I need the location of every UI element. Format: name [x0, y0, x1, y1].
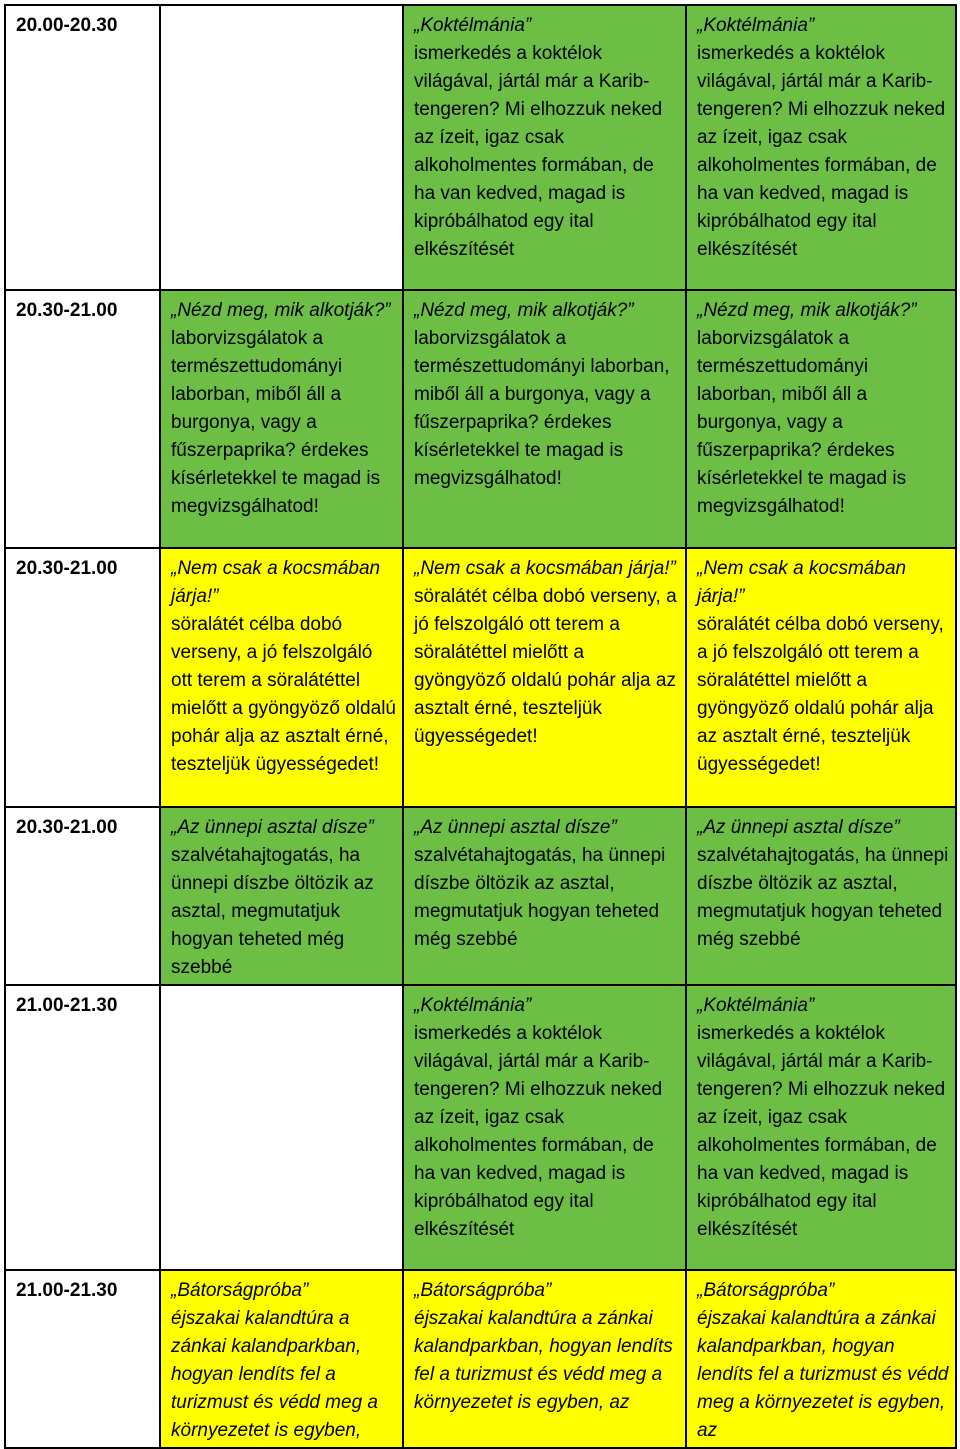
program-description: laborvizsgálatok a természettudományi laborban, miből áll a burgonya, vagy a fűszerpaprika? érdekes kísérletekkel te magad is megvizsgálhatod! — [171, 328, 381, 517]
program-title: „Koktélmánia” — [414, 995, 532, 1016]
program-description: ismerkedés a koktélok világával, jártál már a Karib-tengeren? Mi elhozzuk neked az ízeit, igaz csak alkoholmentes formában, de ha van kedved, magad is kipróbálhatod egy ital elkészítését — [697, 43, 946, 260]
program-description: éjszakai kalandtúra a zánkai kalandparkban, hogyan lendíts fel a turizmust és védd meg a környezetet is egyben, az — [697, 1308, 949, 1441]
program-title: „Bátorságpróba” — [414, 1280, 552, 1301]
program-description: söralátét célba dobó verseny, a jó felszolgáló ott terem a söralátéttel mielőtt a gyöngyöző oldalú pohár alja az asztalt érné, teszteljük ügyességedet! — [171, 614, 396, 775]
program-title: „Nem csak a kocsmában járja!” — [697, 558, 907, 607]
table-row — [5, 548, 956, 807]
program-title: „Nem csak a kocsmában járja!” — [414, 558, 676, 579]
program-title: „Az ünnepi asztal dísze” — [414, 817, 617, 838]
program-title: „Nézd meg, mik alkotják?” — [171, 300, 391, 321]
program-cell-empty — [160, 985, 403, 1270]
program-cell — [403, 1270, 686, 1448]
program-title: „Bátorságpróba” — [171, 1280, 309, 1301]
program-title: „Nézd meg, mik alkotják?” — [697, 300, 917, 321]
time-cell: 20.30-21.00 — [5, 290, 160, 548]
program-cell — [686, 985, 956, 1270]
program-cell — [160, 1270, 403, 1448]
time-cell: 20.00-20.30 — [5, 5, 160, 290]
table-row — [5, 5, 956, 290]
table-row — [5, 807, 956, 985]
program-title: „Bátorságpróba” — [697, 1280, 835, 1301]
time-cell: 20.30-21.00 — [5, 807, 160, 985]
program-title: „Koktélmánia” — [697, 15, 815, 36]
program-cell — [403, 985, 686, 1270]
table-row — [5, 1270, 956, 1448]
program-cell — [403, 548, 686, 807]
program-cell — [160, 807, 403, 985]
program-description: laborvizsgálatok a természettudományi laborban, miből áll a burgonya, vagy a fűszerpaprika? érdekes kísérletekkel te magad is megvizsgálhatod! — [697, 328, 907, 517]
program-title: „Nem csak a kocsmában járja!” — [171, 558, 381, 607]
program-description: söralátét célba dobó verseny, a jó felszolgáló ott terem a söralátéttel mielőtt a gyöngyöző oldalú pohár alja az asztalt érné, teszteljük ügyességedet! — [697, 614, 944, 775]
program-description: szalvétahajtogatás, ha ünnepi díszbe öltözik az asztal, megmutatjuk hogyan teheted még szebbé — [414, 845, 666, 950]
program-cell — [686, 290, 956, 548]
program-description: laborvizsgálatok a természettudományi laborban, miből áll a burgonya, vagy a fűszerpaprika? érdekes kísérletekkel te magad is megvizsgálhatod! — [414, 328, 670, 489]
program-title: „Az ünnepi asztal dísze” — [171, 817, 374, 838]
program-description: szalvétahajtogatás, ha ünnepi díszbe öltözik az asztal, megmutatjuk hogyan teheted még szebbé — [697, 845, 949, 950]
program-description: ismerkedés a koktélok világával, jártál már a Karib-tengeren? Mi elhozzuk neked az ízeit, igaz csak alkoholmentes formában, de ha van kedved, magad is kipróbálhatod egy ital elkészítését — [414, 43, 663, 260]
program-description: szalvétahajtogatás, ha ünnepi díszbe öltözik az asztal, megmutatjuk hogyan teheted még szebbé — [171, 845, 374, 978]
program-cell — [403, 5, 686, 290]
program-description: éjszakai kalandtúra a zánkai kalandparkban, hogyan lendíts fel a turizmust és védd meg a környezetet is egyben, — [171, 1308, 378, 1441]
schedule-table — [4, 4, 957, 1449]
table-row — [5, 985, 956, 1270]
program-title: „Az ünnepi asztal dísze” — [697, 817, 900, 838]
program-cell — [403, 290, 686, 548]
program-description: éjszakai kalandtúra a zánkai kalandparkban, hogyan lendíts fel a turizmust és védd meg a környezetet is egyben, az — [414, 1308, 673, 1413]
program-cell — [403, 807, 686, 985]
program-title: „Koktélmánia” — [414, 15, 532, 36]
program-cell — [686, 807, 956, 985]
program-cell-empty — [160, 5, 403, 290]
table-row — [5, 290, 956, 548]
time-cell: 21.00-21.30 — [5, 1270, 160, 1448]
program-description: ismerkedés a koktélok világával, jártál már a Karib-tengeren? Mi elhozzuk neked az ízeit, igaz csak alkoholmentes formában, de ha van kedved, magad is kipróbálhatod egy ital elkészítését — [414, 1023, 663, 1240]
program-cell — [686, 5, 956, 290]
program-title: „Koktélmánia” — [697, 995, 815, 1016]
program-cell — [686, 1270, 956, 1448]
program-cell — [160, 290, 403, 548]
program-cell — [160, 548, 403, 807]
program-cell — [686, 548, 956, 807]
program-description: ismerkedés a koktélok világával, jártál már a Karib-tengeren? Mi elhozzuk neked az ízeit, igaz csak alkoholmentes formában, de ha van kedved, magad is kipróbálhatod egy ital elkészítését — [697, 1023, 946, 1240]
program-title: „Nézd meg, mik alkotják?” — [414, 300, 634, 321]
time-cell: 20.30-21.00 — [5, 548, 160, 807]
time-cell: 21.00-21.30 — [5, 985, 160, 1270]
program-description: söralátét célba dobó verseny, a jó felszolgáló ott terem a söralátéttel mielőtt a gyöngyöző oldalú pohár alja az asztalt érné, teszteljük ügyességedet! — [414, 586, 677, 747]
